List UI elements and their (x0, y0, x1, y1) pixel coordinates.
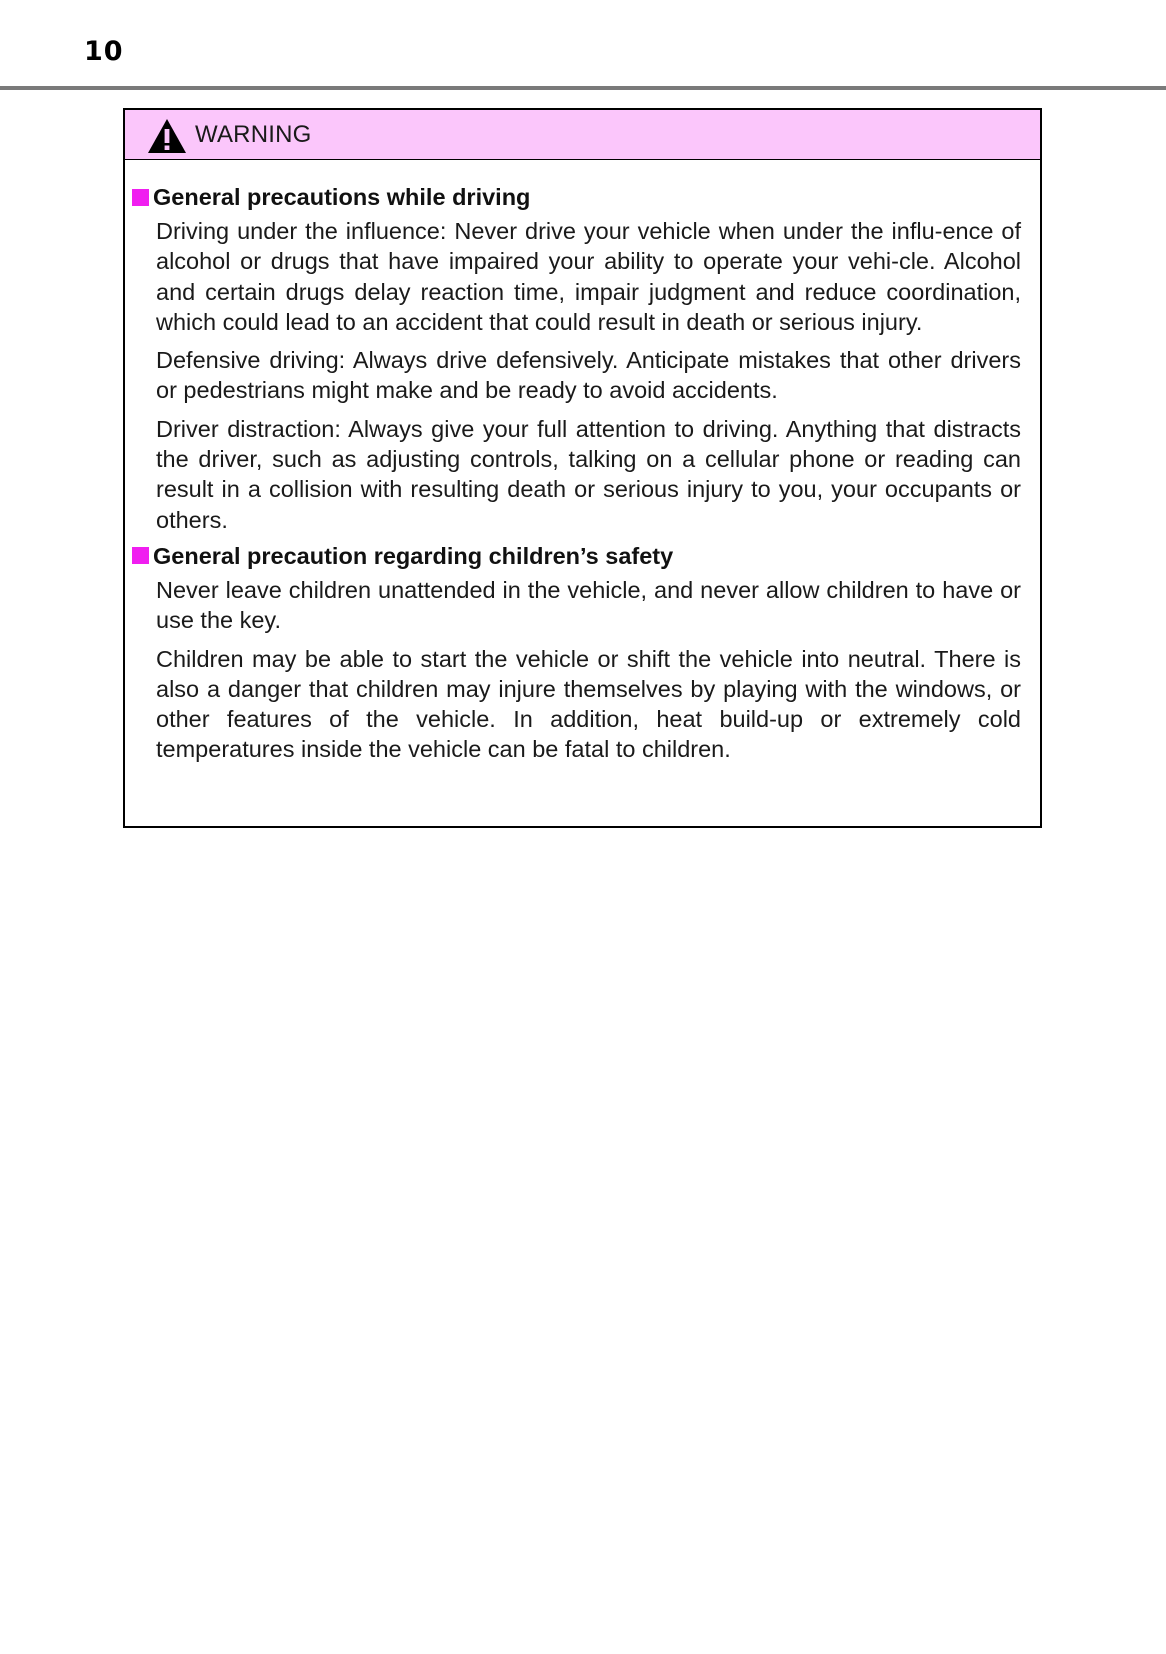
section-heading-driving (132, 182, 1021, 212)
section-heading-children (132, 541, 1021, 571)
page-number: 10 (84, 36, 124, 67)
warning-box (123, 108, 1042, 828)
paragraph-driving-influence: Driving under the influence: Never drive your vehicle when under the influ-ence of alcohol or drugs that have impaired your ability to operate your vehi-cle. Alcohol and certain drugs delay reaction time, impair judgment and reduce coordination, which could lead to an accident that could result in death or serious injury. (156, 218, 1021, 335)
paragraph-children-unattended: Never leave children unattended in the vehicle, and never allow children to have or use the key. (156, 576, 1021, 634)
paragraph-defensive-driving: Defensive driving: Always drive defensively. Anticipate mistakes that other drivers or pedestrians might make and be ready to avoid accidents. (156, 347, 1021, 404)
paragraph-driver-distraction: Driver distraction: Always give your full attention to driving. Anything that distracts the driver, such as adjusting controls, talking on a cellular phone or reading can result in a collision with resulting death or serious injury to you, your occupants or others. (156, 415, 1021, 533)
warning-title: WARNING (195, 120, 312, 148)
warning-body (125, 160, 1040, 765)
warning-header (125, 110, 1040, 160)
warning-triangle-icon (147, 118, 187, 154)
header-rule (0, 86, 1166, 90)
paragraph-children-dangers: Children may be able to start the vehicle or shift the vehicle into neutral. There is also a danger that children may injure themselves by playing with the windows, or other features of the vehicle. In addition, heat build-up or extremely cold temperatures inside the vehicle can be fatal to children. (156, 645, 1021, 763)
section-heading-text: General precautions while driving (153, 184, 531, 210)
section-heading-text: General precaution regarding children’s safety (153, 542, 674, 569)
magenta-square-bullet-icon (132, 189, 149, 206)
magenta-square-bullet-icon (132, 547, 149, 564)
